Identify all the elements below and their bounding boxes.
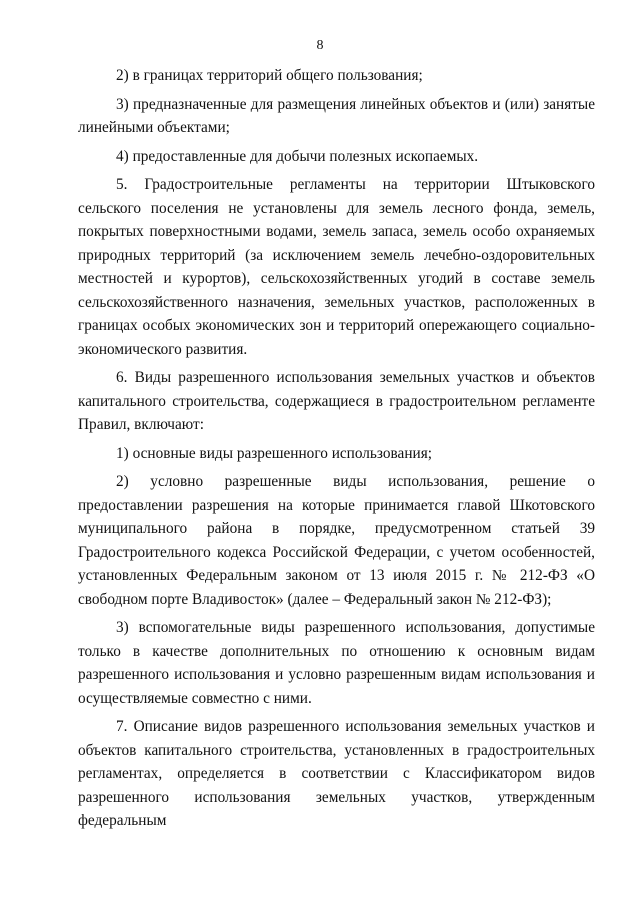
- paragraph-subitem-3: 3) вспомогательные виды разрешенного использования, допустимые только в качестве дополнительных по отношению к основным видам разрешенного использования и условно разрешенным видам использования и осуществляемые совместно с ними.: [78, 619, 595, 707]
- paragraph-item-4: 4) предоставленные для добычи полезных ископаемых.: [116, 147, 479, 165]
- paragraph-clause-5: 5. Градостроительные регламенты на территории Штыковского сельского поселения не установлены для земель лесного фонда, земель, покрытых поверхностными водами, земель запаса, земель особо охраняемых природных территорий (за исключением земель лечебно-оздоровительных местностей и курортов), сельскохозяйственных угодий в составе земель сельскохозяйственного назначения, земельных участков, расположенных в границах особых экономических зон и территорий опережающего социально-экономического развития.: [78, 176, 595, 358]
- paragraph-clause-6: 6. Виды разрешенного использования земельных участков и объектов капитального строительства, содержащиеся в градостроительном регламенте Правил, включают:: [78, 369, 595, 433]
- paragraph-item-2: 2) в границах территорий общего пользования;: [116, 67, 423, 84]
- document-body: [78, 64, 595, 838]
- paragraph-subitem-2: 2) условно разрешенные виды использования, решение о предоставлении разрешения на которые принимается главой Шкотовского муниципального района в порядке, предусмотренном статьей 39 Градостроительного кодекса Российской Федерации, с учетом особенностей, установленных Федеральным законом от 13 июля 2015 г. № 212-ФЗ «О свободном порте Владивосток» (далее – Федеральный закон № 212-ФЗ);: [78, 473, 595, 608]
- paragraph-subitem-1: 1) основные виды разрешенного использования;: [116, 444, 432, 462]
- paragraph-clause-7: 7. Описание видов разрешенного использования земельных участков и объектов капитального строительства, установленных в градостроительных регламентах, определяется в соответствии с Классификатором видов разрешенного использования земельных участков, утвержденным федеральным: [78, 718, 595, 829]
- page-number: 8: [316, 38, 324, 53]
- paragraph-item-3: 3) предназначенные для размещения линейных объектов и (или) занятые линейными объектами;: [78, 95, 595, 136]
